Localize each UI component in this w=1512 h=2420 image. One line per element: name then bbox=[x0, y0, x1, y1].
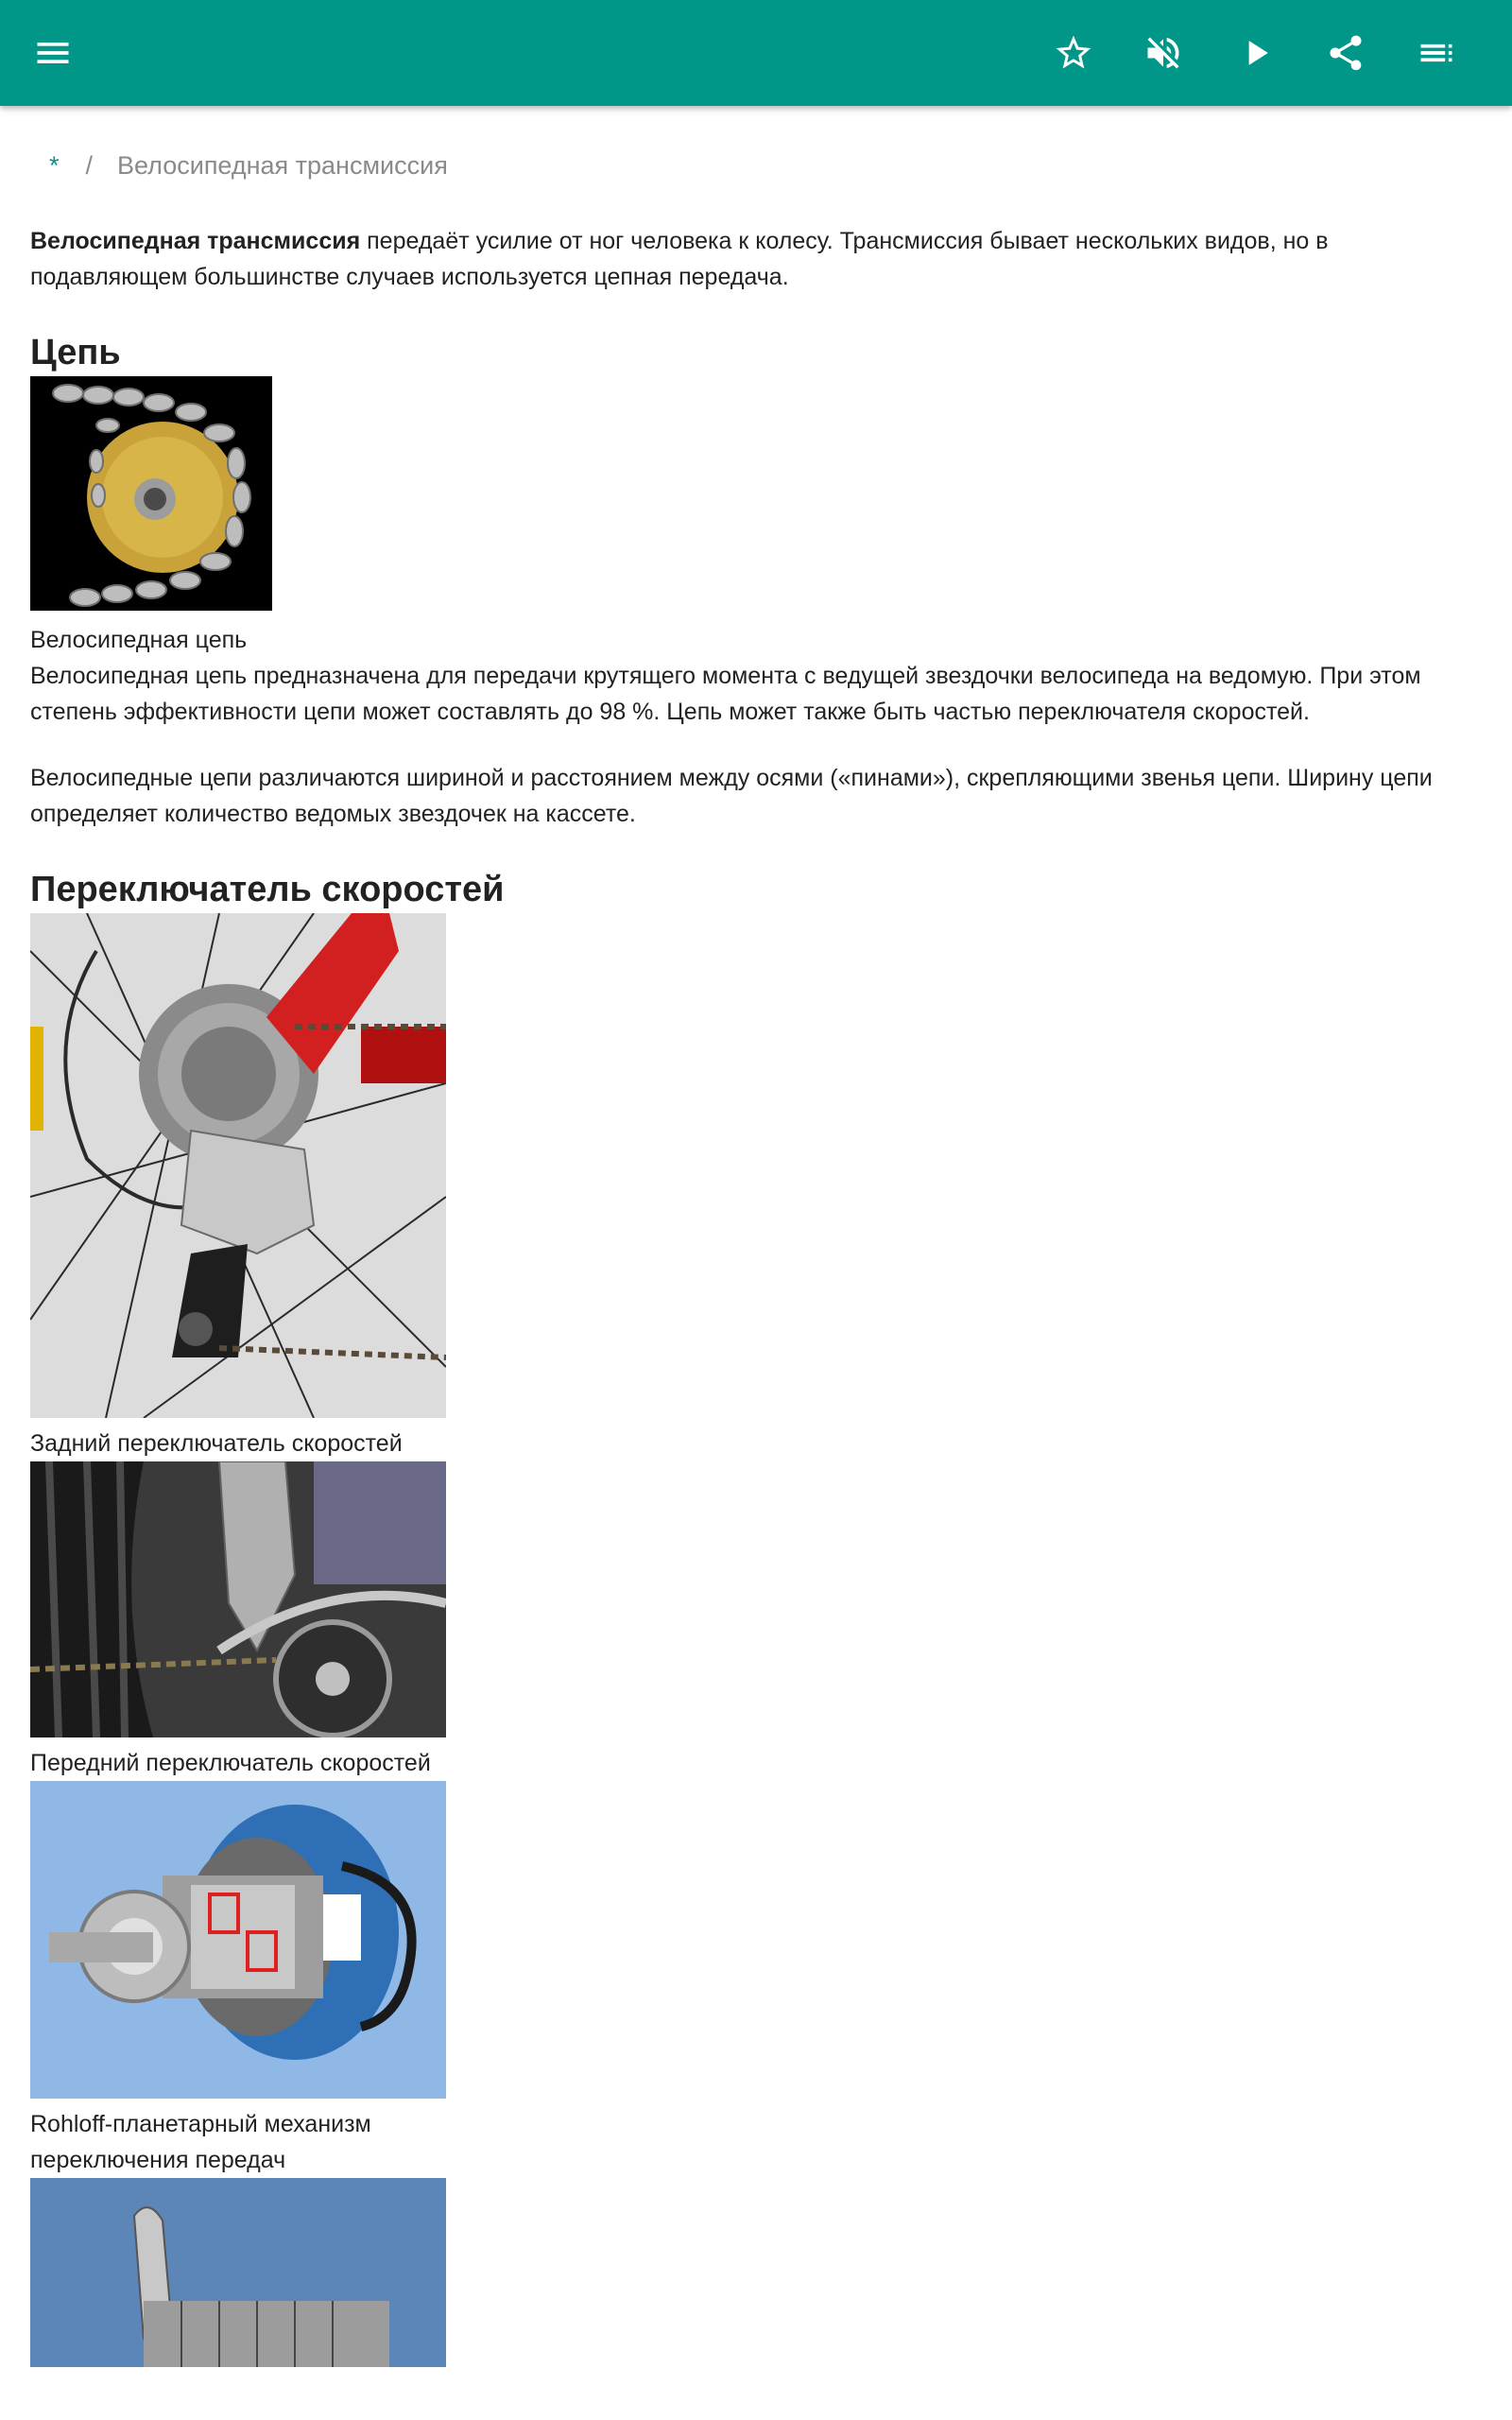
front-derailleur-image[interactable] bbox=[30, 1461, 446, 1737]
intro-text: передаёт усилие от ног человека к колесу. Трансмиссия бывает нескольких видов, но в подавляющем большинстве случаев используется цепная передача. bbox=[30, 228, 1329, 290]
intro-paragraph bbox=[30, 223, 1482, 295]
app-bar bbox=[0, 0, 1512, 106]
section-heading-chain: Цепь bbox=[30, 333, 121, 372]
menu-icon[interactable] bbox=[23, 23, 83, 83]
breadcrumb-separator: / bbox=[85, 151, 94, 180]
rohloff-hub-image[interactable] bbox=[30, 1781, 446, 2099]
chain-paragraph-1: Велосипедная цепь предназначена для передачи крутящего момента с ведущей звездочки велосипеда на ведомую. При этом степень эффективности цепи может составлять до 98 %. Цепь может также быть частью переключателя скоростей. bbox=[30, 663, 1421, 725]
article bbox=[30, 151, 1482, 2367]
toc-icon[interactable] bbox=[1406, 23, 1467, 83]
figure-caption: Задний переключатель скоростей bbox=[30, 1430, 403, 1457]
share-icon[interactable] bbox=[1315, 23, 1376, 83]
volume-off-icon[interactable] bbox=[1133, 23, 1194, 83]
figure-caption: Rohloff-планетарный механизм переключения передач bbox=[30, 2111, 371, 2173]
play-icon[interactable] bbox=[1226, 23, 1286, 83]
figure-caption: Передний переключатель скоростей bbox=[30, 1750, 431, 1776]
figure-hub-gear bbox=[30, 2178, 1482, 2367]
breadcrumb-home-link[interactable]: * bbox=[49, 151, 60, 180]
hub-gear-image[interactable] bbox=[30, 2178, 446, 2367]
figure-chain bbox=[30, 376, 1482, 658]
figure-rear-derailleur bbox=[30, 913, 1482, 1461]
figure-front-derailleur bbox=[30, 1461, 1482, 1781]
rear-derailleur-image[interactable] bbox=[30, 913, 446, 1418]
chain-paragraph-2: Велосипедные цепи различаются шириной и расстоянием между осями («пинами»), скрепляющими звенья цепи. Ширину цепи определяет количество ведомых звездочек на кассете. bbox=[30, 765, 1433, 827]
figure-caption: Велосипедная цепь bbox=[30, 627, 248, 653]
breadcrumb bbox=[30, 151, 1482, 223]
star-icon[interactable] bbox=[1043, 23, 1104, 83]
figure-rohloff-hub bbox=[30, 1781, 1482, 2178]
intro-bold-term: Велосипедная трансмиссия bbox=[30, 228, 361, 254]
breadcrumb-current: Велосипедная трансмиссия bbox=[117, 151, 448, 180]
section-heading-derailleur: Переключатель скоростей bbox=[30, 870, 505, 909]
chain-image[interactable] bbox=[30, 376, 272, 611]
